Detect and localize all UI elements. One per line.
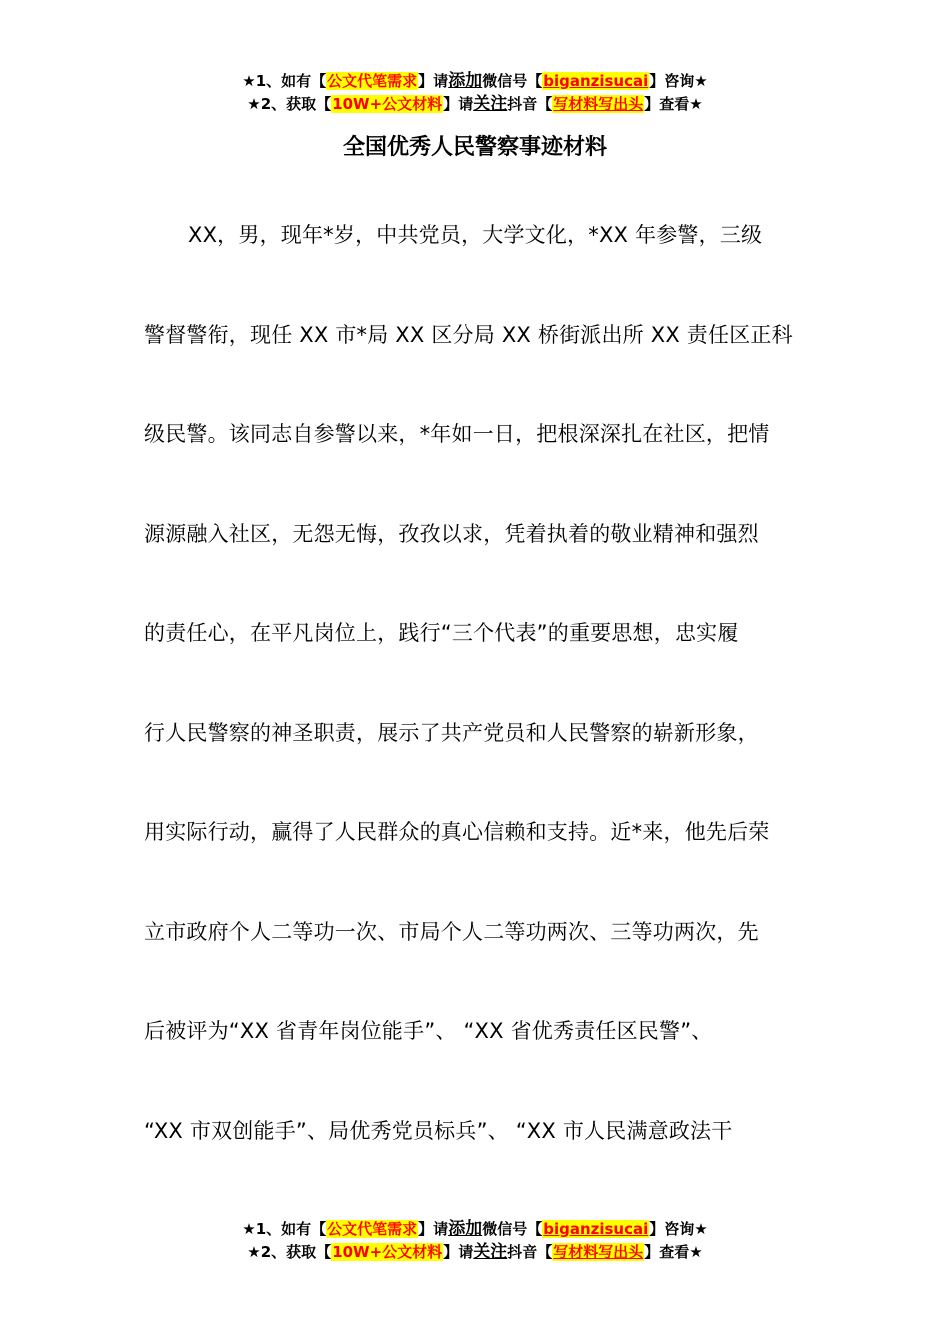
- promo-text: 】查看★: [644, 1243, 703, 1261]
- promo-text: 】咨询★: [649, 1220, 708, 1238]
- promo-emphasis: 添加: [448, 1219, 483, 1239]
- promo-line-2: [0, 1241, 950, 1264]
- promo-highlight-douyin-id: 写材料写出头: [553, 95, 644, 113]
- promo-text: 微信号【: [482, 72, 543, 90]
- promo-highlight-materials: 10W+公文材料: [332, 1243, 443, 1261]
- promo-line-1: [0, 70, 950, 93]
- promo-text: 】咨询★: [649, 72, 708, 90]
- promo-emphasis: 关注: [473, 1242, 508, 1262]
- promo-highlight-service: 公文代笔需求: [327, 72, 418, 90]
- promo-text: 抖音【: [507, 1243, 553, 1261]
- promo-highlight-materials: 10W+公文材料: [332, 95, 443, 113]
- body-line: 行人民警察的神圣职责，展示了共产党员和人民警察的崭新形象，: [144, 720, 759, 745]
- body-line: XX，男，现年*岁，中共党员，大学文化，*XX 年参警，三级: [188, 223, 763, 247]
- body-line: 后被评为“XX 省青年岗位能手”、 “XX 省优秀责任区民警”、: [144, 1019, 713, 1043]
- body-line: 源源融入社区，无怨无悔，孜孜以求，凭着执着的敬业精神和强烈: [144, 521, 759, 546]
- promo-highlight-service: 公文代笔需求: [327, 1220, 418, 1238]
- promo-text: ★2、获取【: [247, 95, 332, 113]
- body-line: 立市政府个人二等功一次、市局个人二等功两次、三等功两次，先: [144, 919, 759, 944]
- body-line: “XX 市双创能手”、局优秀党员标兵”、 “XX 市人民满意政法干: [144, 1118, 733, 1143]
- promo-line-2: [0, 93, 950, 116]
- promo-emphasis: 添加: [448, 71, 483, 91]
- promo-text: 】请: [418, 1220, 449, 1238]
- promo-text: 】查看★: [644, 95, 703, 113]
- body-line: 警督警衔，现任 XX 市*局 XX 区分局 XX 桥街派出所 XX 责任区正科: [144, 322, 793, 347]
- promo-footer: [0, 1218, 950, 1264]
- promo-line-1: [0, 1218, 950, 1241]
- promo-text: ★1、如有【: [242, 72, 327, 90]
- promo-text: ★2、获取【: [247, 1243, 332, 1261]
- promo-highlight-wechat-id: biganzisucai: [543, 72, 649, 90]
- body-line: 级民警。该同志自参警以来，*年如一日，把根深深扎在社区，把情: [144, 422, 770, 446]
- promo-text: 抖音【: [507, 95, 553, 113]
- promo-text: 】请: [443, 1243, 474, 1261]
- promo-text: 】请: [443, 95, 474, 113]
- promo-text: ★1、如有【: [242, 1220, 327, 1238]
- promo-text: 】请: [418, 72, 449, 90]
- document-title: 全国优秀人民警察事迹材料: [342, 135, 607, 160]
- body-line: 的责任心，在平凡岗位上，践行“三个代表”的重要思想，忠实履: [144, 621, 739, 645]
- promo-header: [0, 70, 950, 116]
- promo-highlight-douyin-id: 写材料写出头: [553, 1243, 644, 1261]
- promo-highlight-wechat-id: biganzisucai: [543, 1220, 649, 1238]
- promo-text: 微信号【: [482, 1220, 543, 1238]
- promo-emphasis: 关注: [473, 94, 508, 114]
- body-line: 用实际行动，赢得了人民群众的真心信赖和支持。近*来，他先后荣: [144, 820, 770, 844]
- document-body: [144, 213, 808, 1208]
